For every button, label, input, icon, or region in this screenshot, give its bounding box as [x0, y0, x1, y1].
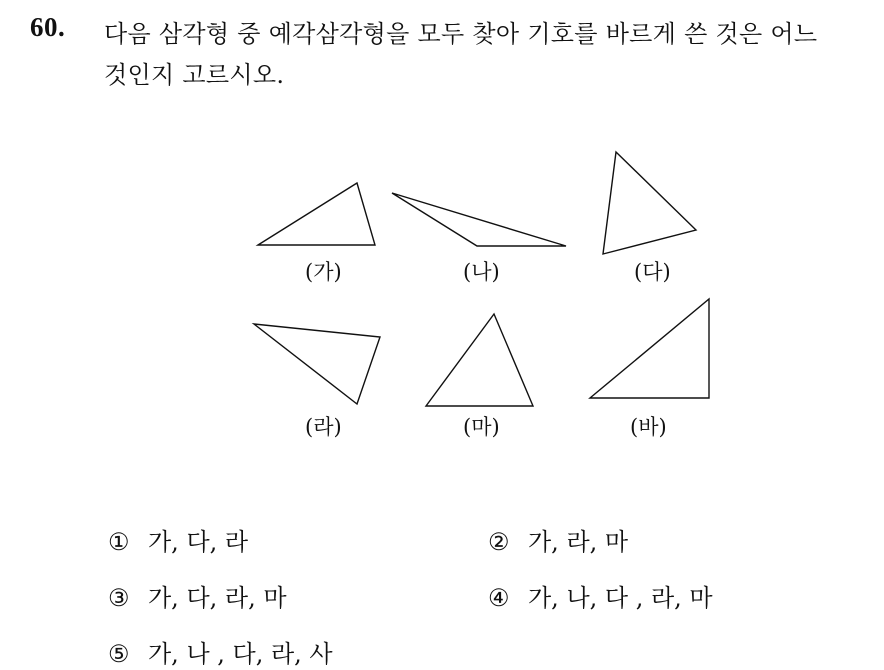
- choice-2-mark: ②: [488, 528, 510, 556]
- figure-label-ra: (라): [305, 415, 342, 439]
- question-text-line-1: 다음 삼각형 중 예각삼각형을 모두 찾아 기호를 바르게 쓴 것은 어느: [104, 20, 818, 48]
- choice-5-mark: ⑤: [108, 640, 130, 668]
- triangle-ra: [254, 324, 380, 404]
- choice-3-mark: ③: [108, 584, 130, 612]
- triangle-ga: [258, 183, 375, 245]
- figure-label-da: (다): [634, 260, 671, 284]
- choice-2[interactable]: [488, 527, 628, 557]
- choice-3[interactable]: [108, 583, 287, 613]
- question-number: 60.: [30, 12, 66, 42]
- choice-1[interactable]: [108, 527, 248, 557]
- triangle-da: [603, 152, 696, 254]
- figure-label-na: (나): [463, 260, 500, 284]
- choice-1-text: 가, 다, 라: [148, 528, 249, 556]
- choice-1-mark: ①: [108, 528, 130, 556]
- figure-label-ma: (마): [463, 415, 500, 439]
- choice-4[interactable]: [488, 583, 713, 613]
- choice-4-mark: ④: [488, 584, 510, 612]
- choice-5[interactable]: [108, 639, 333, 669]
- choice-5-text: 가, 나 , 다, 라, 사: [148, 640, 333, 668]
- question-text-line-2: 것인지 고르시오.: [104, 61, 285, 89]
- choice-4-text: 가, 나, 다 , 라, 마: [528, 584, 713, 612]
- figure-label-ga: (가): [305, 260, 342, 284]
- figure-label-ba: (바): [630, 415, 667, 439]
- choice-3-text: 가, 다, 라, 마: [148, 584, 287, 612]
- choice-2-text: 가, 라, 마: [528, 528, 629, 556]
- triangle-ma: [426, 314, 533, 406]
- triangle-na: [392, 193, 566, 246]
- triangle-ba: [590, 299, 709, 398]
